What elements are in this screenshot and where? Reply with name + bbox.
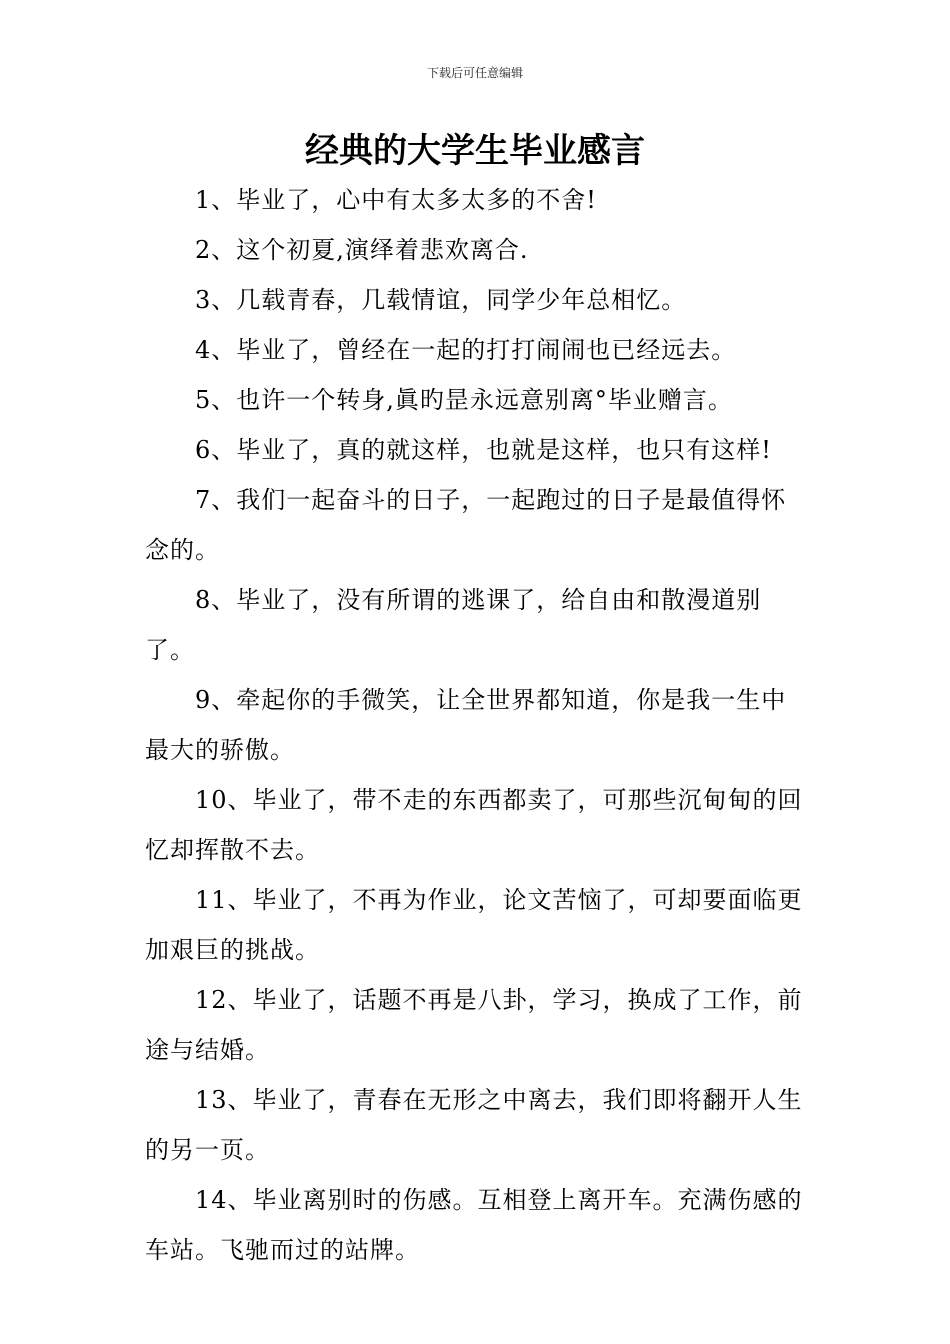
paragraph-6: 6、毕业了，真的就这样，也就是这样，也只有这样! xyxy=(195,436,772,464)
paragraph-10: 10、毕业了，带不走的东西都卖了，可那些沉甸甸的回忆却挥散不去。 xyxy=(145,786,803,864)
paragraph-1: 1、毕业了，心中有太多太多的不舍! xyxy=(195,186,597,214)
paragraph-4: 4、毕业了，曾经在一起的打打闹闹也已经远去。 xyxy=(195,336,737,364)
header-note: 下载后可任意编辑 xyxy=(426,66,523,80)
document-title: 经典的大学生毕业感言 xyxy=(305,131,645,171)
paragraph-13: 13、毕业了，青春在无形之中离去，我们即将翻开人生的另一页。 xyxy=(145,1086,803,1164)
paragraph-12: 12、毕业了，话题不再是八卦，学习，换成了工作，前途与结婚。 xyxy=(145,986,803,1064)
paragraph-5: 5、也许一个转身,眞旳昰永远意别离°毕业赠言。 xyxy=(195,386,733,414)
paragraph-11: 11、毕业了，不再为作业，论文苦恼了，可却要面临更加艰巨的挑战。 xyxy=(145,886,803,964)
paragraph-14: 14、毕业离别时的伤感。互相登上离开车。充满伤感的车站。飞驰而过的站牌。 xyxy=(145,1186,803,1264)
paragraph-8: 8、毕业了，没有所谓的逃课了，给自由和散漫道别了。 xyxy=(145,586,762,664)
paragraph-2: 2、这个初夏,演绎着悲欢离合. xyxy=(195,236,529,264)
paragraph-9: 9、牵起你的手微笑，让全世界都知道，你是我一生中最大的骄傲。 xyxy=(145,686,787,764)
paragraph-7: 7、我们一起奋斗的日子，一起跑过的日子是最值得怀念的。 xyxy=(145,486,787,564)
paragraph-3: 3、几载青春，几载情谊，同学少年总相忆。 xyxy=(195,286,687,314)
document-body xyxy=(145,175,810,1275)
